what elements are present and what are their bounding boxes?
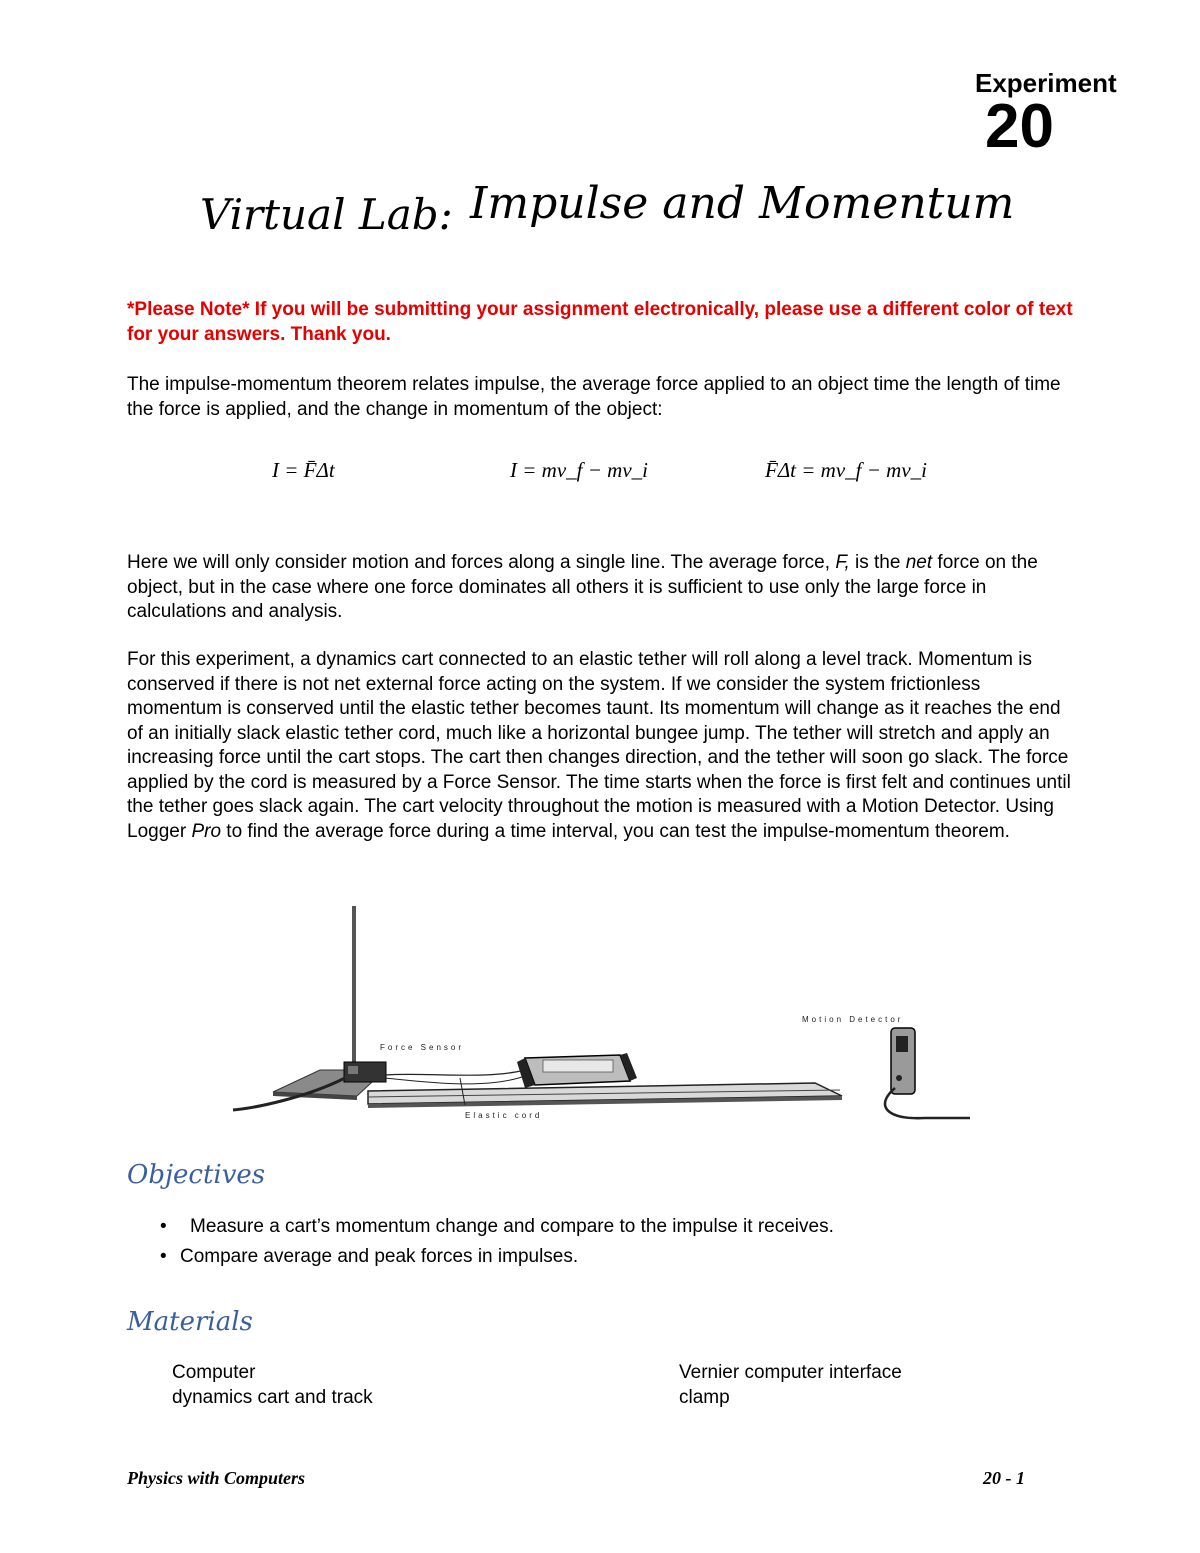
material-item: clamp [679, 1386, 730, 1408]
title-prefix: Virtual Lab: [200, 190, 453, 239]
bullet-icon: • [160, 1216, 167, 1237]
objective-item [160, 1245, 578, 1269]
submission-note: *Please Note* If you will be submitting your assignment electronically, please use a different color of text for your answers. Thank you. [127, 299, 1073, 345]
objective-text: Compare average and peak forces in impulses. [180, 1246, 579, 1267]
equation-impulse: I = F̄Δt [272, 458, 335, 482]
label-motion-detector: Motion Detector [802, 1015, 904, 1024]
intro-paragraph: The impulse-momentum theorem relates impulse, the average force applied to an object time the length of time the force is applied, and the change in momentum of the object: [127, 374, 1061, 420]
material-item: Computer [172, 1362, 256, 1383]
dynamics-cart-top [543, 1060, 613, 1072]
materials-heading: Materials [127, 1307, 253, 1337]
material-item: dynamics cart and track [172, 1386, 373, 1408]
experiment-label: Experiment [975, 68, 1117, 98]
apparatus-diagram [225, 900, 975, 1125]
elastic-cord-slack [385, 1076, 525, 1084]
motion-detector-lens [896, 1036, 908, 1052]
title-main: Impulse and Momentum [470, 178, 1015, 229]
experiment-number: 20 [985, 92, 1054, 161]
p2-force-symbol: F, [835, 552, 850, 573]
p2-text-c: force on the object, but in the case where one force dominates all others it is sufficient to use only the large force in calculations and analysis. [127, 552, 1038, 622]
p3-text-a: For this experiment, a dynamics cart connected to an elastic tether will roll along a level track. Momentum is conserved if there is not net external force acting on the system. If we consider the system frictionless momentum is conserved until the elastic tether becomes taunt. Its momentum will change as it reaches the end of an initially slack elastic tether cord, much like a horizontal bungee jump. The tether will stretch and apply an increasing force until the cart stops. The cart then changes direction, and the tether will soon go slack. The force applied by the cord is measured by a Force Sensor. The time starts when the force is first felt and continues until the tether goes slack again. The cart velocity throughout the motion is measured with a Motion Detector. Using Logger [127, 649, 1071, 842]
support-rod [352, 906, 356, 1064]
p3-text-b: to find the average force during a time interval, you can test the impulse-momentum theorem. [221, 820, 1010, 842]
motion-detector-port [896, 1075, 902, 1081]
materials-left-column [172, 1361, 373, 1410]
materials-right-column [679, 1361, 902, 1410]
experiment-paragraph [127, 648, 1077, 844]
p2-text-b: is the [849, 552, 906, 573]
objective-text: Measure a cart’s momentum change and compare to the impulse it receives. [190, 1216, 834, 1237]
p2-net-word: net [905, 552, 933, 573]
footer-page-number: 20 - 1 [983, 1468, 1025, 1488]
elastic-cord [385, 1070, 525, 1075]
force-sensor-detail [348, 1066, 358, 1074]
label-force-sensor: Force Sensor [380, 1043, 465, 1052]
label-elastic-cord: Elastic cord [465, 1111, 543, 1120]
equation-momentum-change: I = mv_f − mv_i [510, 458, 648, 482]
bullet-icon: • [160, 1246, 167, 1267]
p3-pro-word: Pro [191, 820, 222, 842]
objectives-heading: Objectives [127, 1160, 266, 1190]
equation-theorem: F̄Δt = mv_f − mv_i [765, 458, 927, 482]
material-item: Vernier computer interface [679, 1362, 902, 1383]
p2-text-a: Here we will only consider motion and forces along a single line. The average force, [127, 552, 836, 573]
objective-item [160, 1215, 834, 1239]
footer-book-title: Physics with Computers [127, 1468, 306, 1488]
single-line-paragraph [127, 551, 1077, 625]
